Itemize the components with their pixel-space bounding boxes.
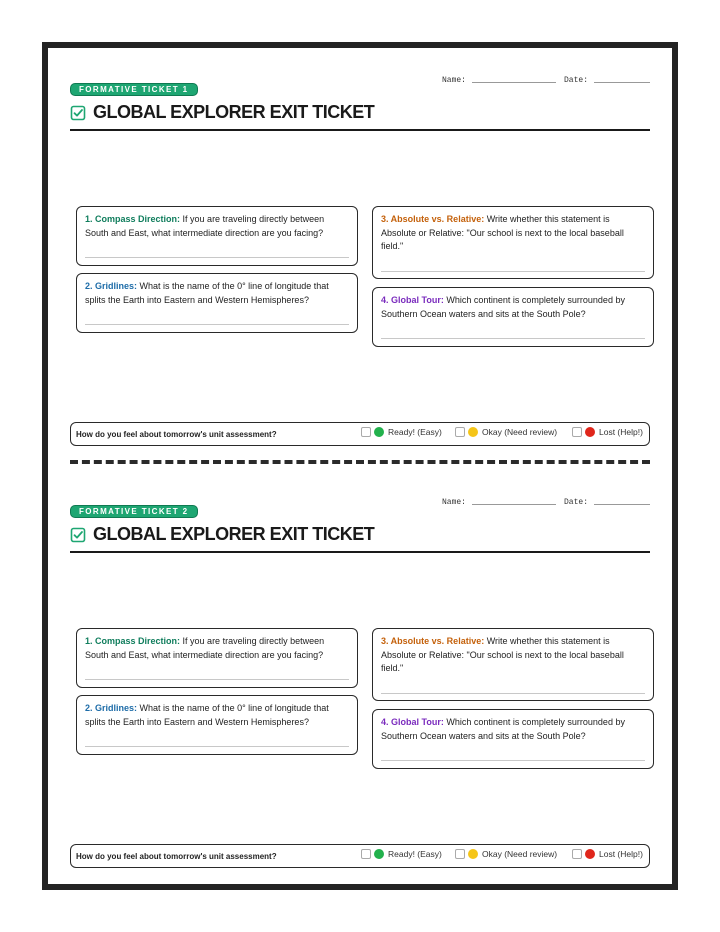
answer-line[interactable] — [381, 338, 645, 339]
green-circle-icon — [374, 849, 384, 859]
question-card-3 — [372, 206, 654, 279]
ready-checkbox[interactable] — [361, 427, 371, 437]
self-assessment-question: How do you feel about tomorrow's unit assessment? — [76, 429, 277, 439]
red-circle-icon — [585, 849, 595, 859]
checkbox-check-icon — [70, 105, 86, 121]
question-card-1 — [76, 628, 358, 688]
option-label: Lost (Help!) — [599, 427, 643, 437]
question-label: 3. Absolute vs. Relative: — [381, 636, 485, 646]
cut-line — [70, 460, 650, 464]
date-field[interactable] — [594, 81, 650, 83]
name-date-fields — [442, 76, 650, 85]
okay-checkbox[interactable] — [455, 849, 465, 859]
question-label: 1. Compass Direction: — [85, 636, 181, 646]
question-text: Which continent is completely surrounded by Southern Ocean waters and sits at the South Pole? — [381, 295, 625, 319]
self-assessment-bar — [70, 844, 650, 868]
question-text: What is the name of the 0° line of longitude that splits the Earth into Eastern and Western Hemispheres? — [85, 703, 329, 727]
answer-line[interactable] — [85, 257, 349, 258]
ticket-badge: FORMATIVE TICKET 1 — [70, 83, 198, 96]
option-okay[interactable] — [455, 849, 557, 859]
checkbox-check-icon — [70, 527, 86, 543]
self-assessment-question: How do you feel about tomorrow's unit assessment? — [76, 851, 277, 861]
title-row — [70, 524, 374, 545]
page-title: GLOBAL EXPLORER EXIT TICKET — [93, 102, 375, 122]
name-label: Name: — [441, 498, 466, 507]
question-label: 4. Global Tour: — [381, 295, 444, 305]
name-field[interactable] — [472, 503, 556, 505]
option-lost[interactable] — [572, 427, 643, 437]
question-label: 1. Compass Direction: — [85, 214, 181, 224]
option-lost[interactable] — [572, 849, 643, 859]
question-label: 2. Gridlines: — [85, 703, 138, 713]
date-field[interactable] — [594, 503, 650, 505]
answer-line[interactable] — [381, 693, 645, 694]
answer-line[interactable] — [381, 271, 645, 272]
answer-line[interactable] — [85, 324, 349, 325]
question-card-2 — [76, 273, 358, 333]
ready-checkbox[interactable] — [361, 849, 371, 859]
question-label: 2. Gridlines: — [85, 281, 138, 291]
option-okay[interactable] — [455, 427, 557, 437]
option-label: Lost (Help!) — [599, 849, 643, 859]
title-divider — [70, 129, 650, 131]
question-card-4 — [372, 709, 654, 769]
option-ready[interactable] — [361, 849, 442, 859]
question-card-4 — [372, 287, 654, 347]
red-circle-icon — [585, 427, 595, 437]
option-label: Ready! (Easy) — [388, 849, 442, 859]
question-label: 4. Global Tour: — [381, 717, 444, 727]
question-text: What is the name of the 0° line of longitude that splits the Earth into Eastern and Western Hemispheres? — [85, 281, 329, 305]
name-date-fields — [442, 498, 650, 507]
option-label: Ready! (Easy) — [388, 427, 442, 437]
green-circle-icon — [374, 427, 384, 437]
option-label: Okay (Need review) — [482, 849, 558, 859]
question-text: Write whether this statement is Absolute or Relative: "Our school is next to the local baseball field." — [381, 636, 624, 673]
question-label: 3. Absolute vs. Relative: — [381, 214, 485, 224]
question-card-2 — [76, 695, 358, 755]
date-label: Date: — [563, 498, 588, 507]
name-label: Name: — [441, 76, 466, 85]
question-text: Which continent is completely surrounded by Southern Ocean waters and sits at the South Pole? — [381, 717, 625, 741]
lost-checkbox[interactable] — [572, 849, 582, 859]
option-label: Okay (Need review) — [482, 427, 558, 437]
option-ready[interactable] — [361, 427, 442, 437]
answer-line[interactable] — [85, 679, 349, 680]
worksheet-frame — [42, 42, 678, 890]
okay-checkbox[interactable] — [455, 427, 465, 437]
question-card-1 — [76, 206, 358, 266]
answer-line[interactable] — [381, 760, 645, 761]
exit-ticket-1 — [70, 76, 650, 446]
question-card-3 — [372, 628, 654, 701]
yellow-circle-icon — [468, 427, 478, 437]
exit-ticket-2 — [70, 498, 650, 868]
question-text: If you are traveling directly between South and East, what intermediate direction are you facing? — [85, 636, 325, 660]
lost-checkbox[interactable] — [572, 427, 582, 437]
title-row — [70, 102, 374, 123]
page-title: GLOBAL EXPLORER EXIT TICKET — [93, 524, 375, 544]
name-field[interactable] — [472, 81, 556, 83]
date-label: Date: — [563, 76, 588, 85]
ticket-badge: FORMATIVE TICKET 2 — [70, 505, 198, 518]
self-assessment-bar — [70, 422, 650, 446]
answer-line[interactable] — [85, 746, 349, 747]
question-text: Write whether this statement is Absolute or Relative: "Our school is next to the local baseball field." — [381, 214, 624, 251]
yellow-circle-icon — [468, 849, 478, 859]
question-text: If you are traveling directly between South and East, what intermediate direction are you facing? — [85, 214, 325, 238]
title-divider — [70, 551, 650, 553]
